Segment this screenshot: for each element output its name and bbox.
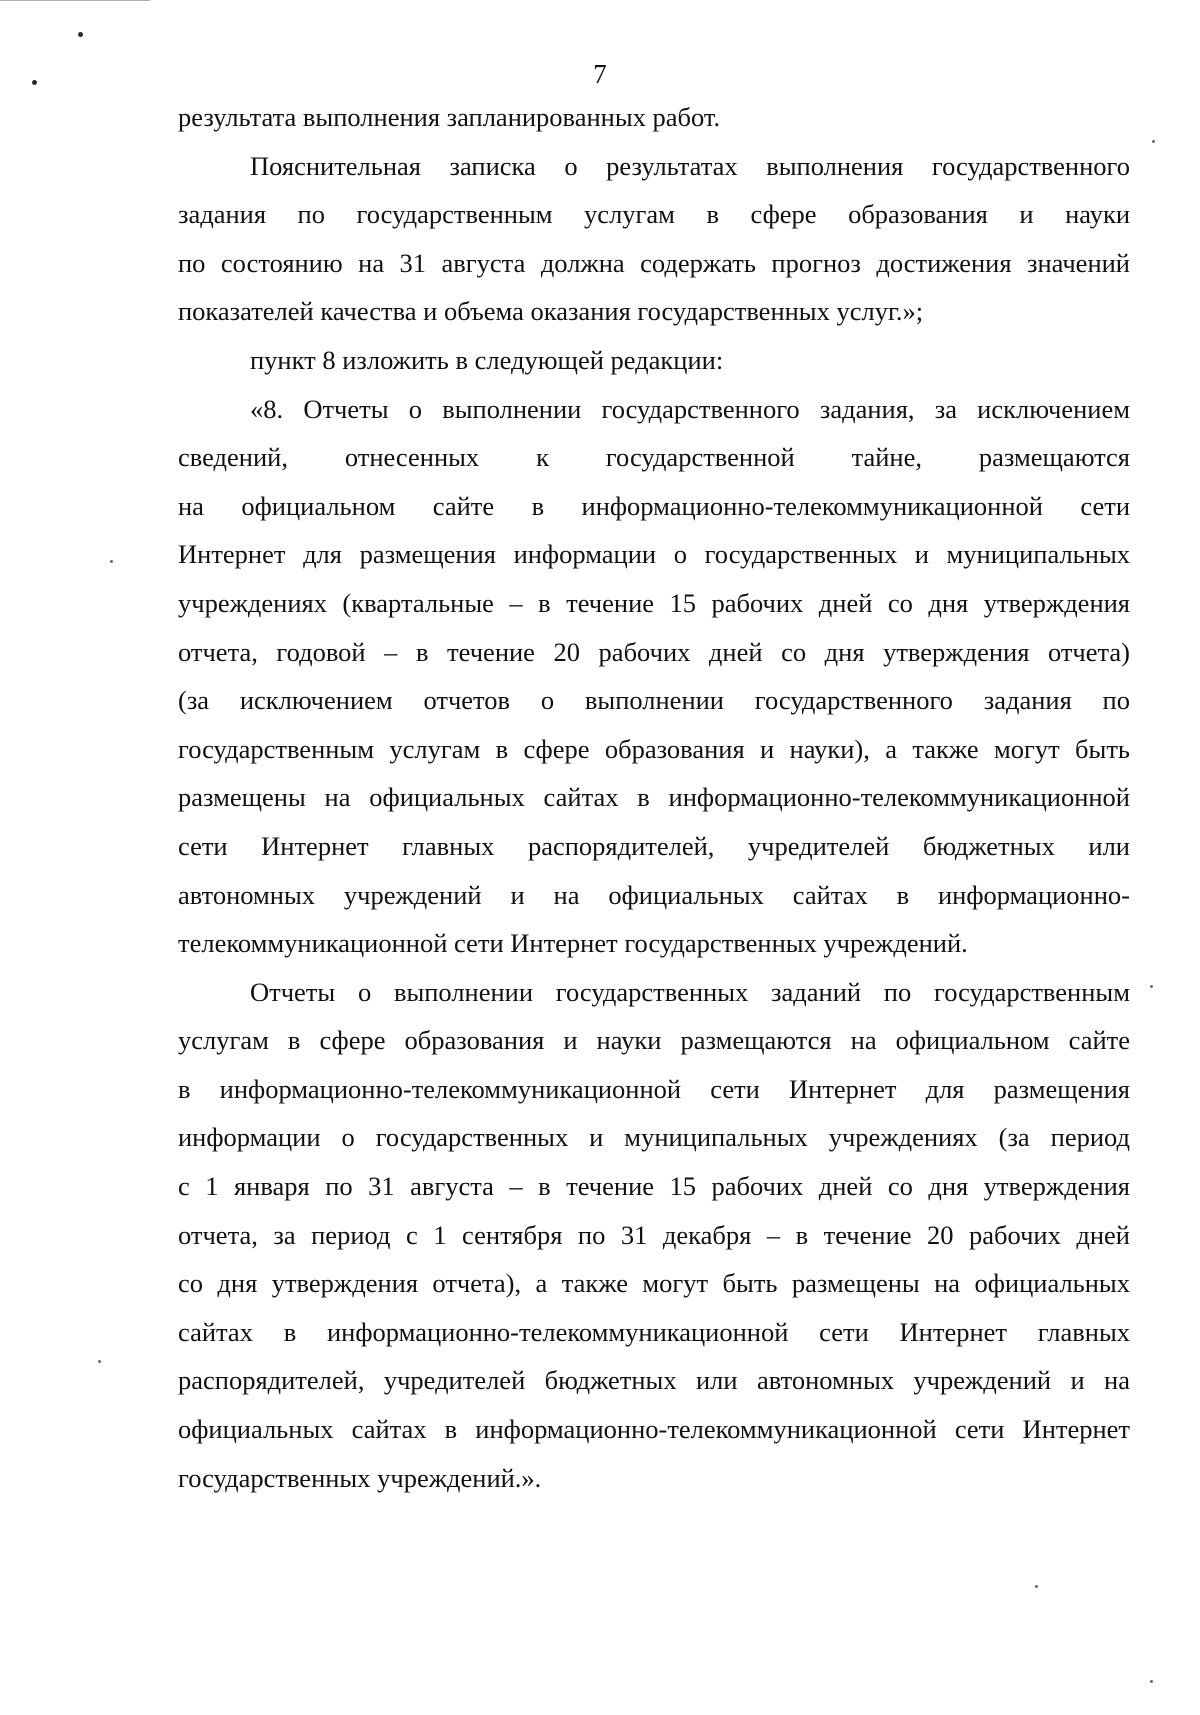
text-line: услугам в сфере образования и науки размещаются на официальном сайте bbox=[178, 1025, 1130, 1056]
scan-speck bbox=[78, 32, 83, 37]
scan-speck bbox=[1150, 985, 1153, 988]
text-line: задания по государственным услугам в сфере образования и науки bbox=[178, 199, 1130, 230]
document-body bbox=[178, 93, 1130, 1502]
text-line: «8. Отчеты о выполнении государственного задания, за исключением bbox=[250, 393, 1130, 424]
paragraph bbox=[178, 142, 1130, 336]
text-line: Пояснительная записка о результатах выполнения государственного bbox=[250, 150, 1130, 181]
text-line: автономных учреждений и на официальных сайтах в информационно- bbox=[178, 879, 1130, 910]
text-line: (за исключением отчетов о выполнении государственного задания по bbox=[178, 685, 1130, 716]
scan-speck bbox=[110, 560, 113, 563]
text-line: распорядителей, учредителей бюджетных или автономных учреждений и на bbox=[178, 1365, 1130, 1396]
text-line: показателей качества и объема оказания государственных услуг.»; bbox=[178, 296, 924, 327]
text-line: государственных учреждений.». bbox=[178, 1462, 542, 1493]
text-line: государственным услугам в сфере образования и науки), а также могут быть bbox=[178, 733, 1130, 764]
text-line: на официальном сайте в информационно-телекоммуникационной сети bbox=[178, 490, 1130, 521]
text-line: телекоммуникационной сети Интернет государственных учреждений. bbox=[178, 928, 968, 959]
text-line: пункт 8 изложить в следующей редакции: bbox=[250, 344, 724, 375]
text-line: в информационно-телекоммуникационной сети Интернет для размещения bbox=[178, 1073, 1130, 1104]
scan-speck bbox=[1152, 140, 1155, 143]
text-line: отчета, за период с 1 сентября по 31 декабря – в течение 20 рабочих дней bbox=[178, 1219, 1130, 1250]
paragraph bbox=[178, 93, 1130, 142]
text-line: сведений, отнесенных к государственной тайне, размещаются bbox=[178, 442, 1130, 473]
text-line: по состоянию на 31 августа должна содержать прогноз достижения значений bbox=[178, 247, 1130, 278]
text-line: Отчеты о выполнении государственных заданий по государственным bbox=[250, 976, 1130, 1007]
scan-edge-mark bbox=[0, 0, 150, 1]
text-line: сети Интернет главных распорядителей, учредителей бюджетных или bbox=[178, 830, 1130, 861]
text-line: официальных сайтах в информационно-телекоммуникационной сети Интернет bbox=[178, 1414, 1130, 1445]
scan-speck bbox=[1150, 1680, 1153, 1683]
paragraph bbox=[178, 336, 1130, 385]
text-line: отчета, годовой – в течение 20 рабочих дней со дня утверждения отчета) bbox=[178, 636, 1130, 667]
text-line: информации о государственных и муниципальных учреждениях (за период bbox=[178, 1122, 1130, 1153]
scan-speck bbox=[98, 1360, 101, 1363]
text-line: результата выполнения запланированных работ. bbox=[178, 102, 721, 132]
page-number: 7 bbox=[593, 59, 607, 89]
text-line: со дня утверждения отчета), а также могут быть размещены на официальных bbox=[178, 1268, 1130, 1299]
text-line: сайтах в информационно-телекоммуникационной сети Интернет главных bbox=[178, 1316, 1130, 1347]
text-line: с 1 января по 31 августа – в течение 15 рабочих дней со дня утверждения bbox=[178, 1171, 1130, 1202]
text-line: размещены на официальных сайтах в информационно-телекоммуникационной bbox=[178, 782, 1130, 813]
text-line: Интернет для размещения информации о государственных и муниципальных bbox=[178, 539, 1130, 570]
text-line: учреждениях (квартальные – в течение 15 рабочих дней со дня утверждения bbox=[178, 587, 1130, 618]
paragraph bbox=[178, 968, 1130, 1503]
paragraph bbox=[178, 385, 1130, 968]
scan-speck bbox=[1035, 1585, 1038, 1588]
